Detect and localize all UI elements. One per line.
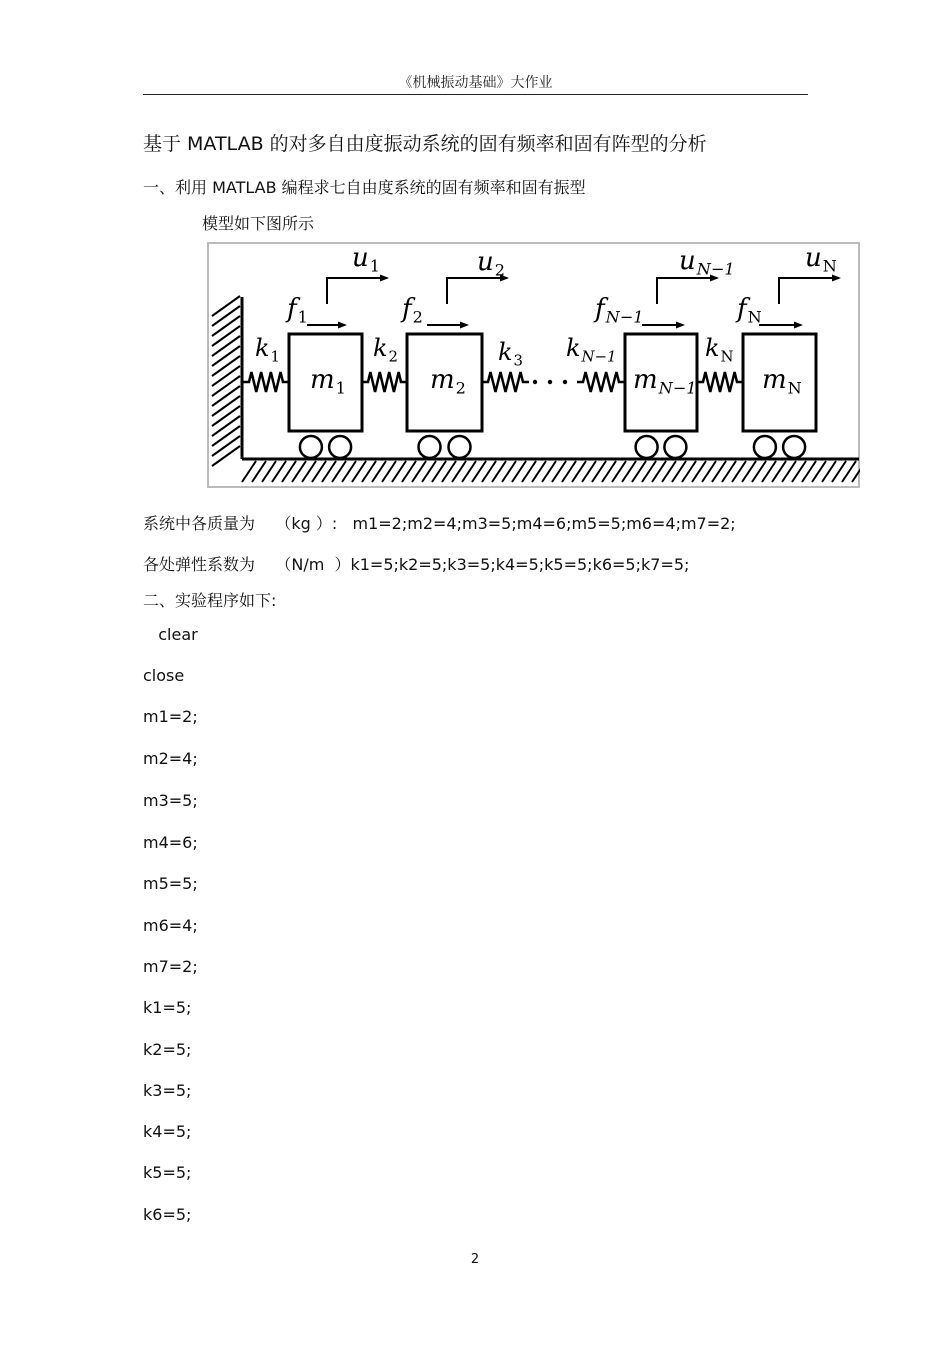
code-line: m1=2; [143,707,198,726]
code-line: k5=5; [143,1163,192,1182]
u-label: $u_N$ [805,243,837,276]
wheel [636,436,658,458]
f-label: $f_1$ [287,294,308,327]
wheel [754,436,776,458]
k-label: $k_N$ [705,334,734,366]
code-line: clear [143,625,198,644]
m-label: $m_{N-1}$ [633,365,697,398]
k-label: $k_1$ [255,334,281,366]
k-label: $k_2$ [373,334,399,366]
code-line: m5=5; [143,874,198,893]
k-label: $k_{N-1}$ [566,334,617,366]
springs-line: 各处弹性系数为 （N/m ）k1=5;k2=5;k3=5;k4=5;k5=5;k6=5;k7=5; [143,555,690,574]
code-line: m7=2; [143,957,198,976]
running-header: 《机械振动基础》大作业 [398,75,553,91]
wheel [783,436,805,458]
code-line: k1=5; [143,998,192,1017]
code-line: m2=4; [143,749,198,768]
code-line: m4=6; [143,833,198,852]
code-line: k3=5; [143,1081,192,1100]
f-label: $f_2$ [402,294,423,327]
m-label: $m_2$ [430,365,466,398]
code-line: k6=5; [143,1205,192,1224]
code-line: m6=4; [143,916,198,935]
u-label: $u_2$ [477,247,505,280]
wheel [419,436,441,458]
code-line: k4=5; [143,1122,192,1141]
header-rule [143,94,808,95]
wheel [329,436,351,458]
document-title: 基于 MATLAB 的对多自由度振动系统的固有频率和固有阵型的分析 [143,133,707,155]
mass-spring-figure [207,242,860,488]
wheel [300,436,322,458]
f-label: $f_N$ [737,294,762,327]
masses-line: 系统中各质量为 （kg ）: m1=2;m2=4;m3=5;m4=6;m5=5;m6=4;m7=2; [143,514,736,533]
page-number: 2 [470,1252,480,1267]
f-label: $f_{N-1}$ [595,294,644,327]
k-label: $k_3$ [498,338,524,370]
figure-caption: 模型如下图所示 [202,214,315,233]
wheel [449,436,471,458]
code-line: m3=5; [143,791,198,810]
code-line: close [143,666,185,685]
code-line: k2=5; [143,1040,192,1059]
section-1-heading: 一、利用 MATLAB 编程求七自由度系统的固有频率和固有振型 [143,178,586,197]
m-label: $m_1$ [310,365,346,398]
u-label: $u_1$ [352,243,380,276]
u-label: $u_{N-1}$ [679,246,735,279]
wheel [664,436,686,458]
m-label: $m_N$ [762,365,802,398]
section-2-heading: 二、实验程序如下: [143,591,277,610]
